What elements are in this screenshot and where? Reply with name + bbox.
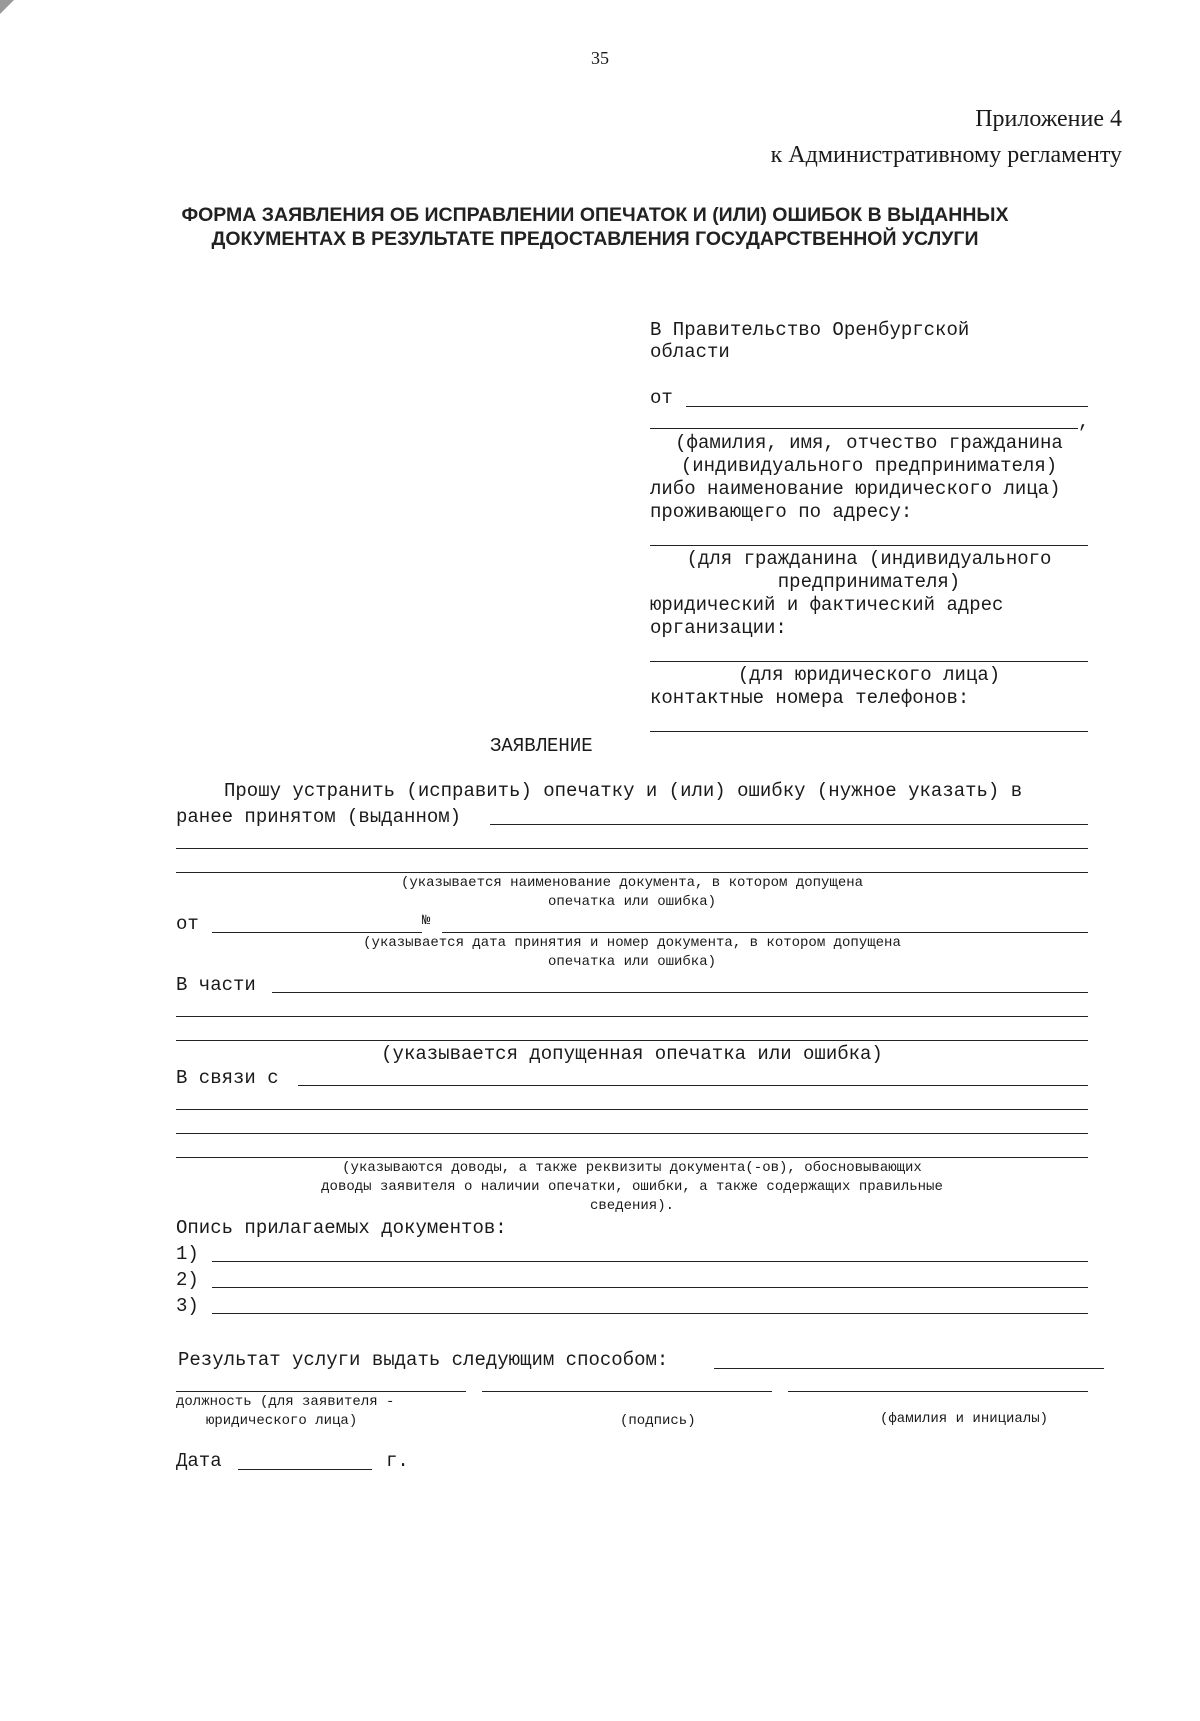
result-method-line[interactable]: [714, 1368, 1104, 1369]
from-name-line[interactable]: [686, 406, 1088, 407]
appendix-number: Приложение 4: [975, 106, 1122, 132]
date-line[interactable]: [238, 1469, 372, 1470]
document-hint-2: опечатка или ошибка): [547, 894, 717, 910]
residence-address-line[interactable]: [650, 545, 1088, 546]
legal-hint: (для юридического лица): [737, 664, 1001, 686]
form-title-line1: ФОРМА ЗАЯВЛЕНИЯ ОБ ИСПРАВЛЕНИИ ОПЕЧАТОК И (ИЛИ) ОШИБОК В ВЫДАННЫХ: [181, 204, 1009, 226]
document-name-line-3[interactable]: [176, 872, 1088, 873]
from-name-line-2[interactable]: [650, 428, 1078, 429]
attachment-line-3[interactable]: [212, 1313, 1088, 1314]
legal-address-line[interactable]: [650, 661, 1088, 662]
name-initials-hint: (фамилия и инициалы): [880, 1411, 1049, 1427]
reason-line-2[interactable]: [176, 1109, 1088, 1110]
from-label: от: [650, 387, 673, 409]
result-label: Результат услуги выдать следующим способом:: [178, 1349, 669, 1371]
legal-address-label-1: юридический и фактический адрес: [650, 594, 1004, 616]
phones-label: контактные номера телефонов:: [650, 687, 970, 709]
signature-hint: (подпись): [620, 1413, 696, 1429]
legal-address-label-2: организации:: [650, 617, 787, 639]
document-from-label: от: [176, 913, 199, 935]
addressee-line1: В Правительство Оренбургской: [650, 319, 970, 341]
attachment-line-2[interactable]: [212, 1287, 1088, 1288]
reason-hint-2: доводы заявителя о наличии опечатки, ошибки, а также содержащих правильные: [321, 1179, 943, 1195]
residing-label: проживающего по адресу:: [650, 501, 913, 523]
reason-hint-1: (указываются доводы, а также реквизиты документа(-ов), обосновывающих: [342, 1160, 922, 1176]
name-hint-2: (индивидуального предпринимателя): [680, 455, 1058, 477]
phones-line[interactable]: [650, 731, 1088, 732]
name-hint-1: (фамилия, имя, отчество гражданина: [675, 432, 1063, 454]
form-title-line2: ДОКУМЕНТАХ В РЕЗУЛЬТАТЕ ПРЕДОСТАВЛЕНИЯ ГОСУДАРСТВЕННОЙ УСЛУГИ: [211, 228, 979, 250]
part-line-1[interactable]: [272, 992, 1088, 993]
position-hint-1: должность (для заявителя -: [176, 1394, 395, 1410]
part-line-3[interactable]: [176, 1040, 1088, 1041]
part-label: В части: [176, 974, 256, 996]
document-number-line[interactable]: [442, 932, 1088, 933]
number-sign: №: [422, 913, 431, 929]
name-hint-3: либо наименование юридического лица): [650, 478, 1061, 500]
position-line[interactable]: [176, 1391, 466, 1392]
signature-line[interactable]: [482, 1391, 772, 1392]
attachments-label: Опись прилагаемых документов:: [176, 1217, 507, 1239]
statement-heading: ЗАЯВЛЕНИЕ: [490, 735, 593, 757]
date-hint-2: опечатка или ошибка): [547, 954, 717, 970]
document-date-line[interactable]: [212, 932, 422, 933]
attachment-number-1: 1): [176, 1243, 199, 1265]
reason-line-1[interactable]: [298, 1085, 1088, 1086]
document-name-line-1[interactable]: [490, 824, 1088, 825]
part-line-2[interactable]: [176, 1016, 1088, 1017]
reason-label: В связи с: [176, 1067, 279, 1089]
full-name-line[interactable]: [788, 1391, 1088, 1392]
document-hint-1: (указывается наименование документа, в котором допущена: [400, 875, 864, 891]
reason-line-3[interactable]: [176, 1133, 1088, 1134]
citizen-hint-1: (для гражданина (индивидуального: [686, 548, 1052, 570]
attachment-number-2: 2): [176, 1269, 199, 1291]
date-hint-1: (указывается дата принятия и номер документа, в котором допущена: [363, 935, 901, 951]
reason-hint-3: сведения).: [589, 1198, 674, 1214]
citizen-hint-2: предпринимателя): [777, 571, 961, 593]
reason-line-4[interactable]: [176, 1157, 1088, 1158]
date-label: Дата: [176, 1450, 222, 1472]
attachment-line-1[interactable]: [212, 1261, 1088, 1262]
position-hint-2: юридического лица): [206, 1413, 358, 1429]
page-number: 35: [591, 48, 609, 68]
appendix-reference: к Административному регламенту: [770, 142, 1122, 168]
document-name-line-2[interactable]: [176, 848, 1088, 849]
scan-corner-mark: [0, 0, 14, 14]
comma: ,: [1078, 411, 1090, 433]
request-line2: ранее принятом (выданном): [176, 806, 462, 828]
year-suffix: г.: [386, 1450, 409, 1472]
addressee-line2: области: [650, 341, 730, 363]
attachment-number-3: 3): [176, 1295, 199, 1317]
request-line1: Прошу устранить (исправить) опечатку и (или) ошибку (нужное указать) в: [224, 780, 1023, 802]
part-hint: (указывается допущенная опечатка или ошибка): [381, 1043, 883, 1065]
